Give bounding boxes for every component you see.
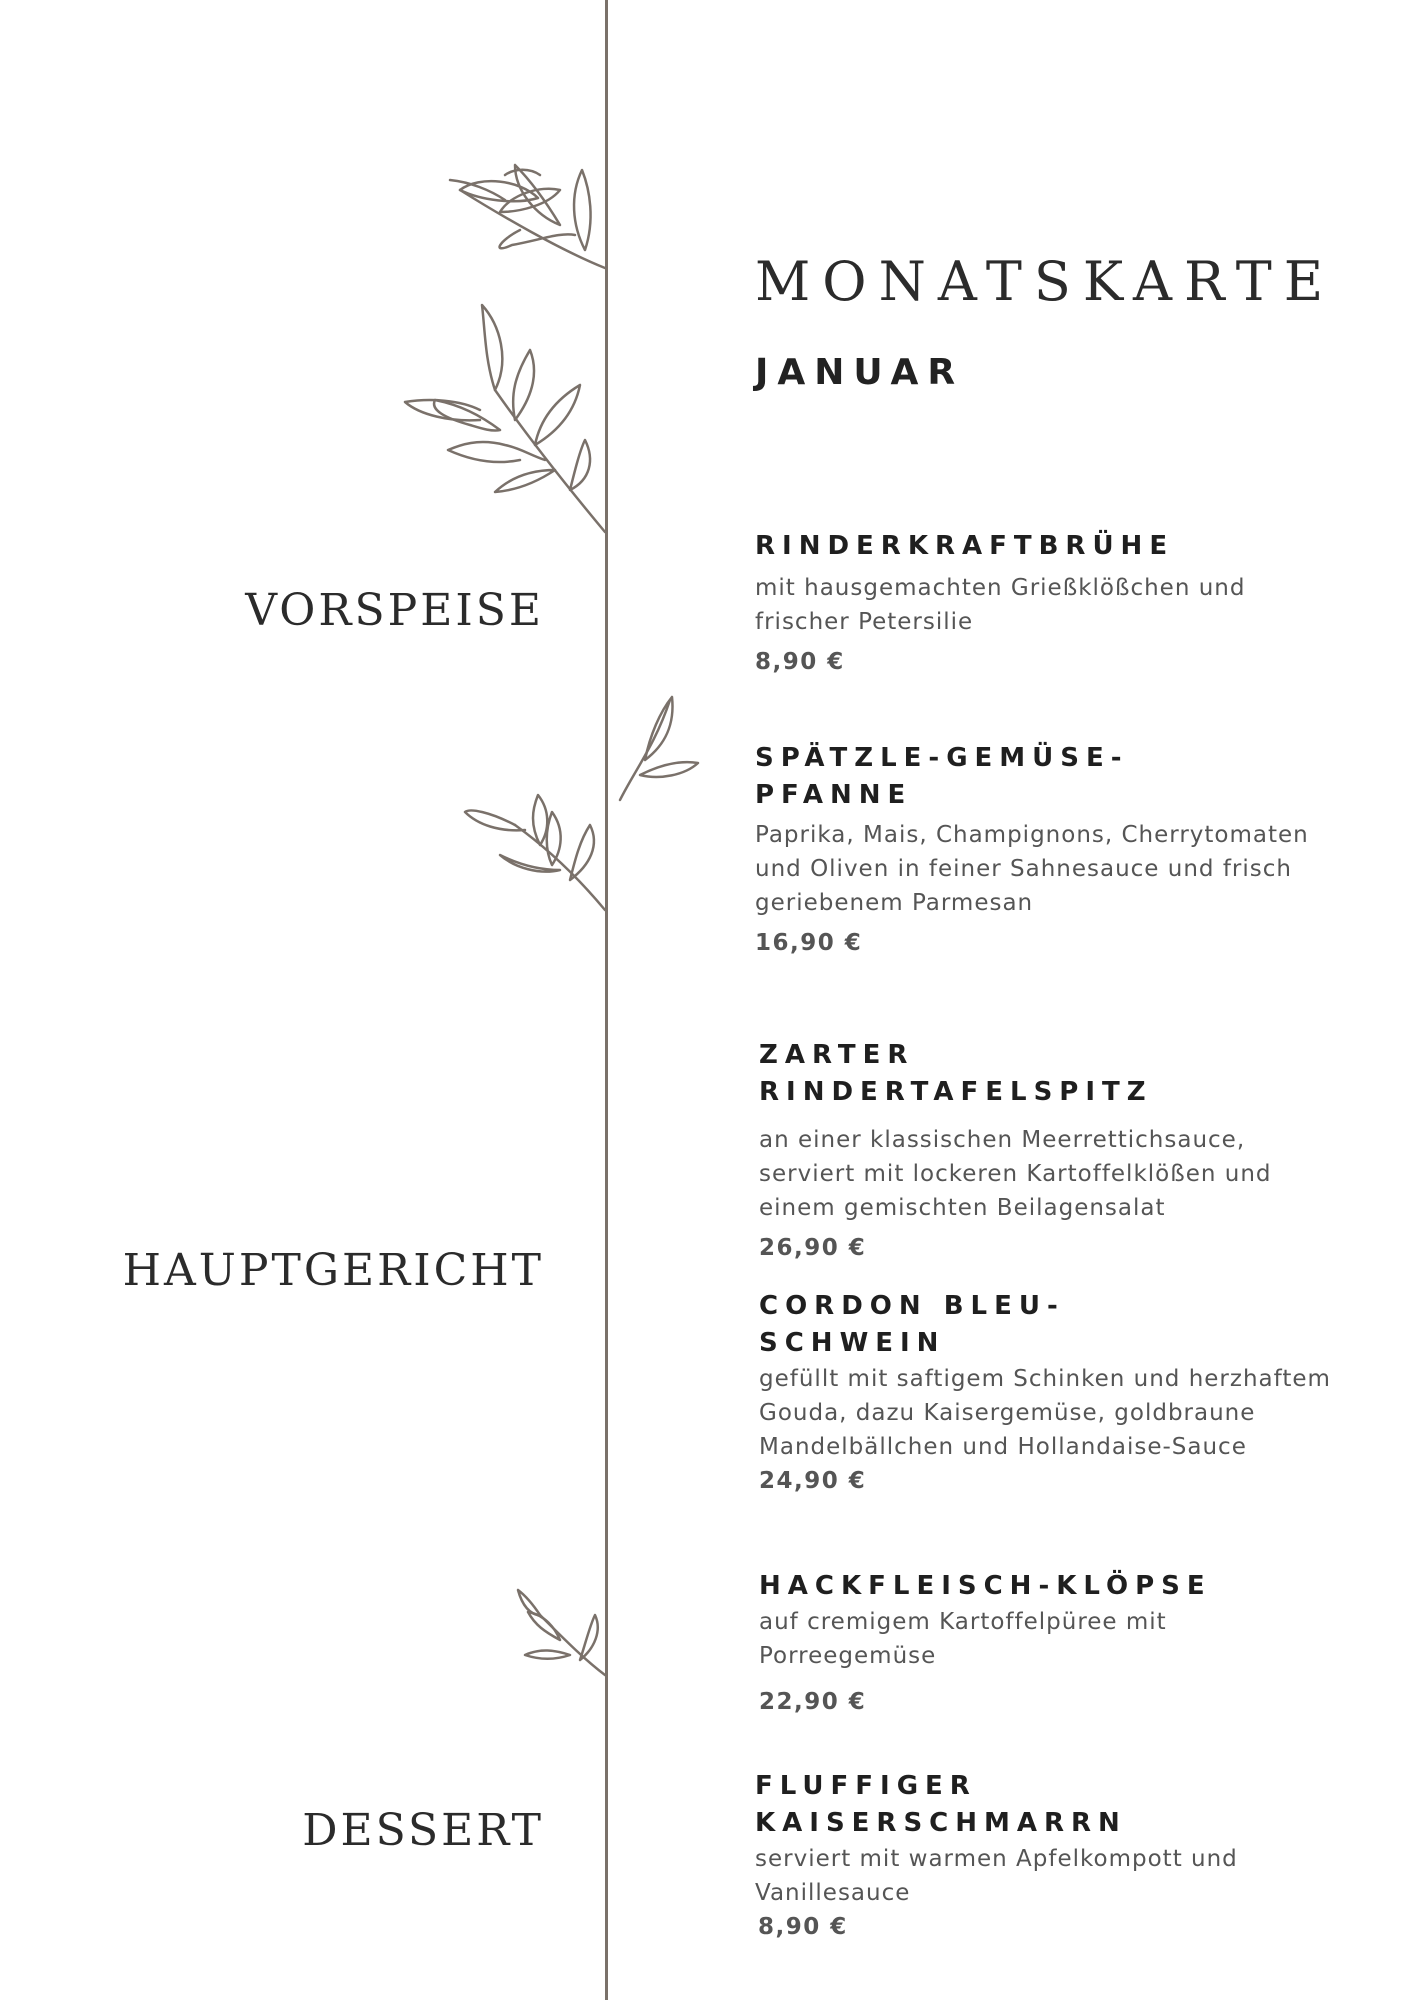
dish-name: HACKFLEISCH-KLÖPSE	[759, 1571, 1212, 1601]
dish-price: 26,90 €	[759, 1235, 867, 1261]
leaf-sprig-icon	[518, 1590, 605, 1675]
dish-description: auf cremigem Kartoffelpüree mit Porreegemüse	[759, 1609, 1167, 1669]
vertical-divider-line	[605, 0, 608, 2000]
dish-name: FLUFFIGER KAISERSCHMARRN	[755, 1771, 1127, 1838]
dish-name: RINDERKRAFTBRÜHE	[755, 531, 1175, 561]
dish-price: 24,90 €	[759, 1468, 867, 1494]
dish-description: gefüllt mit saftigem Schinken und herzhaftem Gouda, dazu Kaisergemüse, goldbraune Mandelbällchen und Hollandaise-Sauce	[759, 1366, 1331, 1460]
dish-description: serviert mit warmen Apfelkompott und Vanillesauce	[755, 1846, 1238, 1906]
leaf-sprig-icon	[465, 795, 605, 910]
menu-item	[759, 1288, 1331, 1494]
dish-description: an einer klassischen Meerrettichsauce, serviert mit lockeren Kartoffelklößen und einem gemischten Beilagensalat	[759, 1127, 1272, 1221]
section-label-main: HAUPTGERICHT	[122, 1245, 544, 1296]
dish-price: 16,90 €	[755, 930, 863, 956]
menu-item	[755, 1768, 1238, 1940]
menu-item	[755, 528, 1335, 675]
menu-item	[759, 1037, 1272, 1261]
section-label-starter: VORSPEISE	[245, 585, 544, 636]
dish-price: 8,90 €	[758, 1914, 848, 1940]
dish-name: CORDON BLEU-SCHWEIN	[759, 1291, 1065, 1358]
leaf-sprig-icon	[620, 697, 698, 800]
section-label-dessert: DESSERT	[302, 1805, 544, 1856]
leaf-sprig-icon	[450, 165, 605, 268]
dish-description: Paprika, Mais, Champignons, Cherrytomaten und Oliven in feiner Sahnesauce und frisch geriebenem Parmesan	[755, 822, 1309, 916]
page-title: MONATSKARTE	[755, 250, 1336, 313]
page-subtitle: JANUAR	[755, 352, 965, 393]
dish-name: ZARTER RINDERTAFELSPITZ	[759, 1040, 1153, 1107]
dish-price: 8,90 €	[755, 649, 845, 675]
dish-price: 22,90 €	[759, 1689, 867, 1715]
leaf-sprig-icon	[405, 305, 605, 532]
menu-item	[759, 1568, 1339, 1715]
dish-description: mit hausgemachten Grießklößchen und frischer Petersilie	[755, 575, 1246, 635]
dish-name: SPÄTZLE-GEMÜSE-PFANNE	[755, 743, 1129, 810]
menu-item	[755, 740, 1309, 956]
